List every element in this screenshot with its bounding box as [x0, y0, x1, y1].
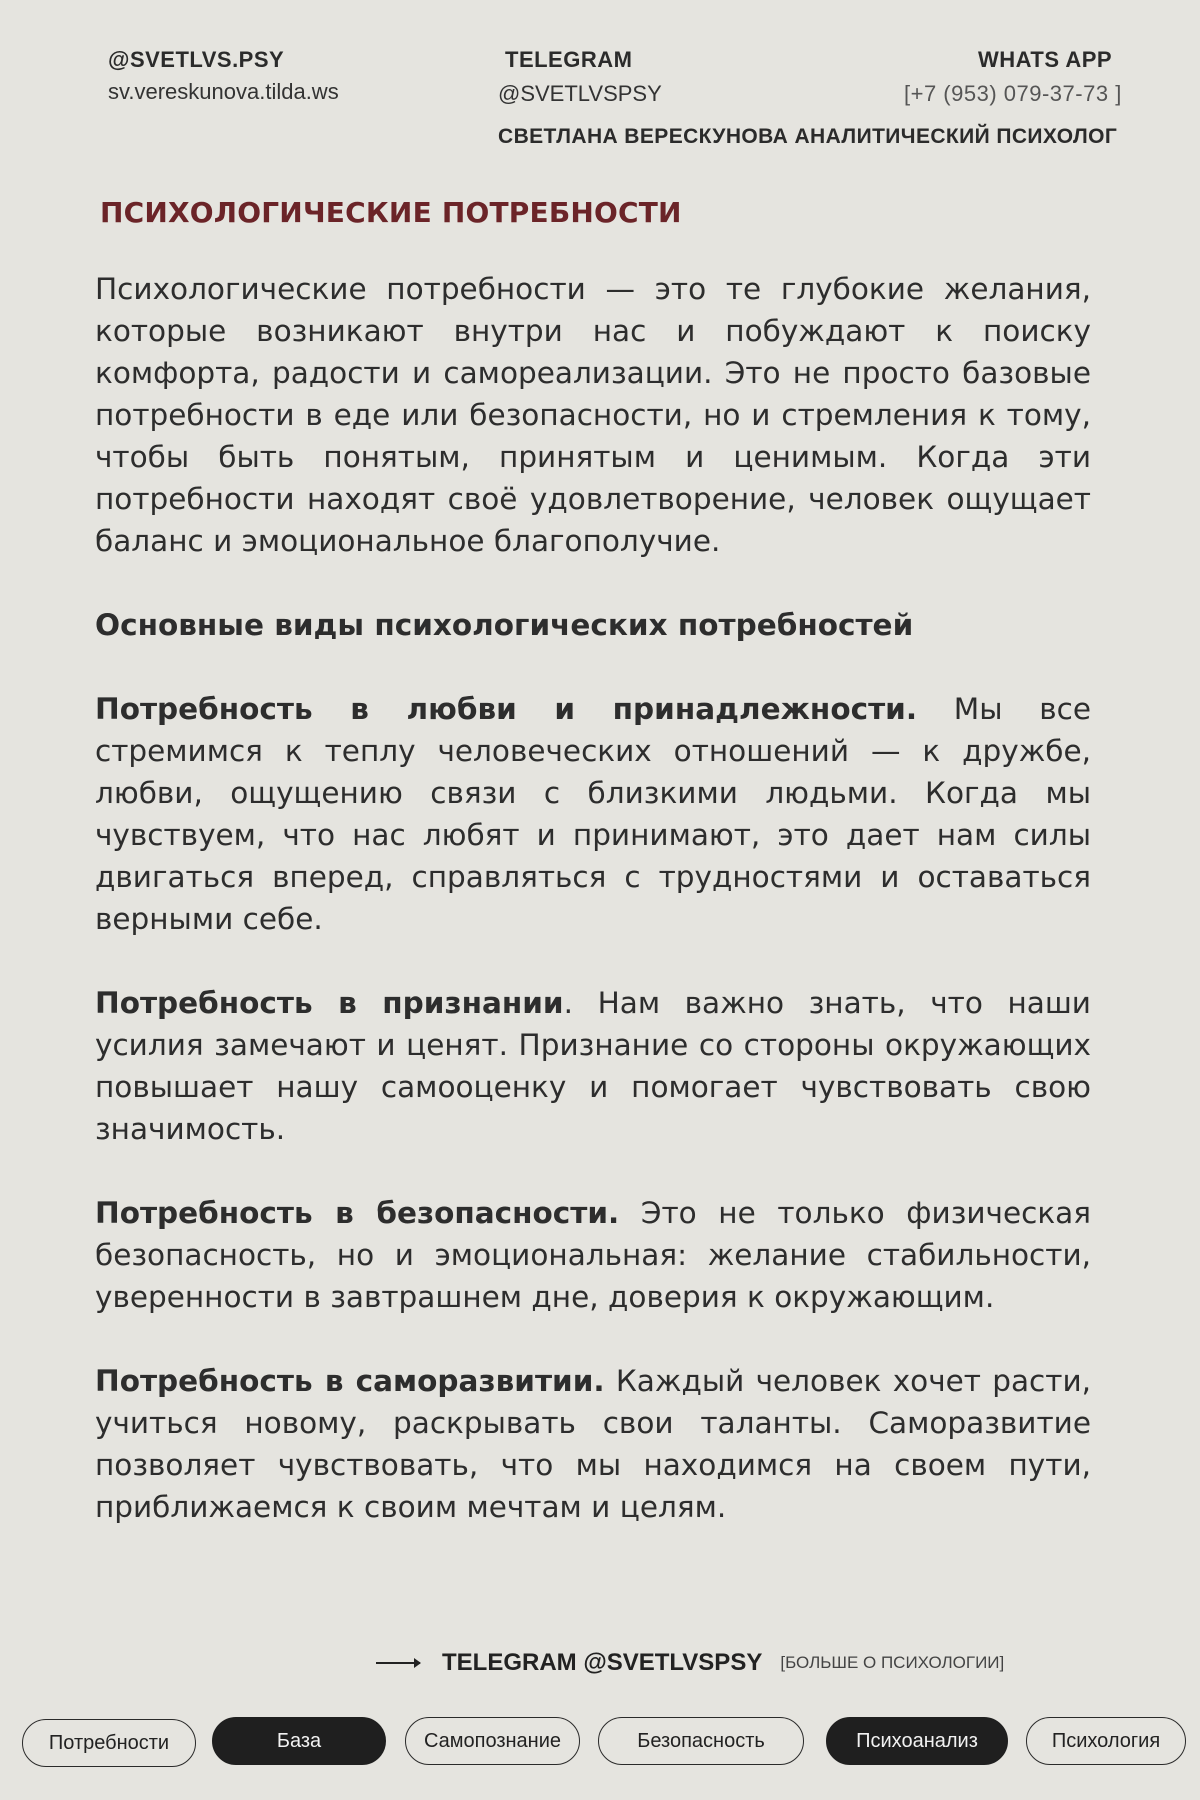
need-paragraph-safety [95, 1192, 1091, 1318]
tag-needs[interactable]: Потребности [22, 1719, 196, 1767]
article-body [95, 268, 1091, 1570]
whatsapp-label: WHATS APP [978, 47, 1113, 72]
need-term: Потребность в безопасности. [95, 1196, 620, 1230]
cta-text[interactable]: TELEGRAM @SVETLVSPSY [442, 1649, 763, 1676]
tag-self-knowledge[interactable]: Самопознание [405, 1717, 580, 1765]
tag-safety[interactable]: Безопасность [598, 1717, 804, 1765]
telegram-handle[interactable]: @SVETLVSPSY [498, 81, 662, 106]
need-paragraph-growth [95, 1360, 1091, 1528]
need-term: Потребность в признании [95, 986, 564, 1020]
need-text: . Нам важно знать, что наши усилия замечают и ценят. Признание со стороны окружающих повышает нашу самооценку и помогает чувствовать свою значимость. [95, 986, 1091, 1146]
need-text: Мы все стремимся к теплу человеческих отношений — к дружбе, любви, ощущению связи с близкими людьми. Когда мы чувствуем, что нас любят и принимают, это дает нам силы двигаться вперед, справляться с трудностями и оставаться верными себе. [95, 692, 1091, 936]
intro-paragraph: Психологические потребности — это те глубокие желания, которые возникают внутри нас и побуждают к поиску комфорта, радости и самореализации. Это не просто базовые потребности в еде или безопасности, но и стремления к тому, чтобы быть понятым, принятым и ценимым. Когда эти потребности находят своё удовлетворение, человек ощущает баланс и эмоциональное благополучие. [95, 272, 1091, 558]
page-title: ПСИХОЛОГИЧЕСКИЕ ПОТРЕБНОСТИ [100, 196, 682, 229]
need-text: Каждый человек хочет расти, учиться новому, раскрывать свои таланты. Саморазвитие позволяет чувствовать, что мы находимся на своем пути, приближаемся к своим мечтам и целям. [95, 1364, 1092, 1524]
author-name: СВЕТЛАНА ВЕРЕСКУНОВА АНАЛИТИЧЕСКИЙ ПСИХОЛОГ [498, 125, 1118, 148]
section-subtitle: Основные виды психологических потребностей [95, 608, 914, 642]
tag-row [0, 1717, 1200, 1767]
telegram-cta[interactable] [376, 1649, 1004, 1677]
tag-psychology[interactable]: Психология [1026, 1717, 1186, 1765]
need-paragraph-love [95, 688, 1091, 940]
cta-note: [БОЛЬШЕ О ПСИХОЛОГИИ] [780, 1653, 1005, 1672]
whatsapp-phone[interactable]: [+7 (953) 079-37-73 ] [904, 81, 1122, 106]
website-link[interactable]: sv.vereskunova.tilda.ws [108, 79, 339, 104]
tag-base[interactable]: База [212, 1717, 386, 1765]
need-term: Потребность в саморазвитии. [95, 1364, 605, 1398]
need-text: Это не только физическая безопасность, но и эмоциональная: желание стабильности, уверенности в завтрашнем дне, доверия к окружающим. [95, 1196, 1091, 1314]
need-paragraph-recognition [95, 982, 1091, 1150]
arrow-right-icon [376, 1662, 420, 1664]
tag-psychoanalysis[interactable]: Психоанализ [826, 1717, 1008, 1765]
instagram-handle[interactable]: @SVETLVS.PSY [108, 47, 285, 72]
telegram-label: TELEGRAM [505, 47, 633, 72]
need-term: Потребность в любви и принадлежности. [95, 692, 918, 726]
